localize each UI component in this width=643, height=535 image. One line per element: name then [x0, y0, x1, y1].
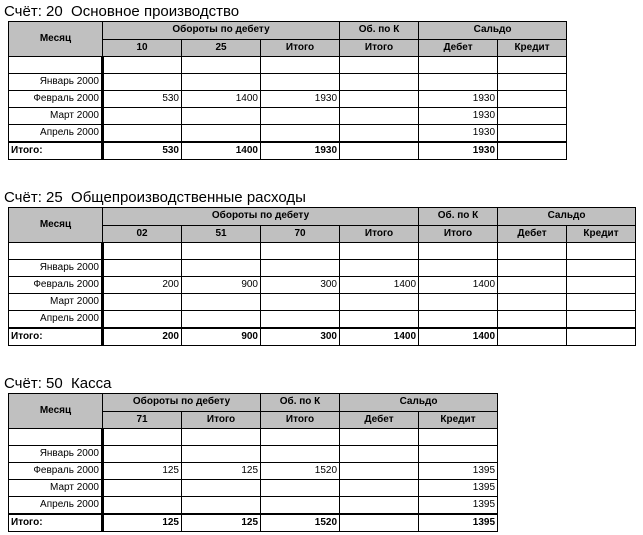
- total-cell: 1930: [261, 142, 340, 160]
- total-cell: 1400: [340, 328, 419, 346]
- column-header: Итого: [340, 39, 419, 57]
- cell: [567, 294, 636, 311]
- total-cell: 300: [261, 328, 340, 346]
- total-cell: [340, 514, 419, 532]
- cell: [103, 311, 182, 329]
- cell: [419, 260, 498, 277]
- cell: [419, 311, 498, 329]
- cell: [340, 311, 419, 329]
- credit-turnover-header: Об. по К: [261, 394, 340, 412]
- table-row: [9, 91, 567, 108]
- cell: 1930: [419, 108, 498, 125]
- total-row: [9, 514, 498, 532]
- cell: [261, 311, 340, 329]
- cell: [261, 125, 340, 143]
- cell: [498, 311, 567, 329]
- cell: [182, 446, 261, 463]
- column-header: Дебет: [419, 39, 498, 57]
- cell: [261, 260, 340, 277]
- credit-turnover-header: Об. по К: [419, 208, 498, 226]
- cell: 1930: [419, 91, 498, 108]
- cell: [340, 74, 419, 91]
- cell: 300: [261, 277, 340, 294]
- column-header: 70: [261, 225, 340, 243]
- cell: [103, 74, 182, 91]
- debit-turnover-header: Обороты по дебету: [103, 394, 261, 412]
- column-header: Итого: [340, 225, 419, 243]
- column-header: Итого: [261, 39, 340, 57]
- month-cell: Март 2000: [9, 294, 103, 311]
- cell: [419, 74, 498, 91]
- cell: [261, 294, 340, 311]
- column-header: Дебет: [498, 225, 567, 243]
- table-row: [9, 446, 498, 463]
- table-row: [9, 294, 636, 311]
- column-header: 10: [103, 39, 182, 57]
- total-cell: 125: [182, 514, 261, 532]
- cell: 1395: [419, 463, 498, 480]
- column-header: 25: [182, 39, 261, 57]
- cell: [340, 497, 419, 515]
- total-cell: 900: [182, 328, 261, 346]
- cell: [567, 260, 636, 277]
- blank-row: [9, 57, 567, 74]
- cell: 1400: [340, 277, 419, 294]
- total-label: Итого:: [9, 328, 103, 346]
- total-row: [9, 328, 636, 346]
- month-header: Месяц: [9, 208, 103, 243]
- month-cell: Март 2000: [9, 480, 103, 497]
- account-25-title: Счёт: 25 Общепроизводственные расходы: [4, 189, 306, 206]
- table-row: [9, 497, 498, 515]
- total-cell: 1520: [261, 514, 340, 532]
- cell: [261, 480, 340, 497]
- cell: [340, 446, 419, 463]
- cell: 1930: [419, 125, 498, 143]
- balance-header: Сальдо: [340, 394, 498, 412]
- cell: [182, 108, 261, 125]
- cell: [261, 108, 340, 125]
- cell: [567, 277, 636, 294]
- column-header: Кредит: [567, 225, 636, 243]
- total-cell: 1930: [419, 142, 498, 160]
- table-row: [9, 260, 636, 277]
- cell: [182, 480, 261, 497]
- cell: [567, 311, 636, 329]
- account-20-table: [8, 21, 567, 160]
- total-cell: [567, 328, 636, 346]
- total-row: [9, 142, 567, 160]
- blank-row: [9, 429, 498, 446]
- cell: [103, 480, 182, 497]
- cell: [103, 446, 182, 463]
- cell: [498, 108, 567, 125]
- total-label: Итого:: [9, 142, 103, 160]
- month-cell: Март 2000: [9, 108, 103, 125]
- total-cell: 125: [103, 514, 182, 532]
- cell: [103, 125, 182, 143]
- cell: [261, 446, 340, 463]
- column-header: Итого: [182, 411, 261, 429]
- table-row: [9, 463, 498, 480]
- table-row: [9, 311, 636, 329]
- month-cell: Январь 2000: [9, 74, 103, 91]
- table-row: [9, 125, 567, 143]
- cell: [340, 294, 419, 311]
- month-cell: Апрель 2000: [9, 311, 103, 329]
- total-cell: [498, 328, 567, 346]
- cell: [498, 125, 567, 143]
- account-50-title: Счёт: 50 Касса: [4, 375, 112, 392]
- cell: [340, 91, 419, 108]
- month-cell: Январь 2000: [9, 260, 103, 277]
- balance-header: Сальдо: [419, 22, 567, 40]
- cell: [103, 497, 182, 515]
- column-header: Кредит: [419, 411, 498, 429]
- cell: 900: [182, 277, 261, 294]
- month-cell: Апрель 2000: [9, 497, 103, 515]
- total-cell: [498, 142, 567, 160]
- total-label: Итого:: [9, 514, 103, 532]
- column-header: 51: [182, 225, 261, 243]
- cell: [261, 497, 340, 515]
- cell: [103, 108, 182, 125]
- account-25-table: [8, 207, 636, 346]
- table-row: [9, 480, 498, 497]
- cell: [182, 260, 261, 277]
- cell: [103, 260, 182, 277]
- month-cell: Февраль 2000: [9, 463, 103, 480]
- table-row: [9, 74, 567, 91]
- cell: [498, 91, 567, 108]
- account-50-table: [8, 393, 498, 532]
- debit-turnover-header: Обороты по дебету: [103, 22, 340, 40]
- cell: 1520: [261, 463, 340, 480]
- cell: [340, 480, 419, 497]
- column-header: Дебет: [340, 411, 419, 429]
- table-row: [9, 108, 567, 125]
- month-cell: Апрель 2000: [9, 125, 103, 143]
- cell: [340, 463, 419, 480]
- cell: [498, 260, 567, 277]
- total-cell: 1400: [182, 142, 261, 160]
- column-header: Итого: [419, 225, 498, 243]
- column-header: 02: [103, 225, 182, 243]
- account-20-title: Счёт: 20 Основное производство: [4, 3, 240, 20]
- cell: [340, 260, 419, 277]
- cell: 125: [103, 463, 182, 480]
- cell: [182, 125, 261, 143]
- total-cell: 530: [103, 142, 182, 160]
- cell: [340, 108, 419, 125]
- cell: [419, 294, 498, 311]
- cell: 1395: [419, 480, 498, 497]
- cell: [419, 446, 498, 463]
- cell: 530: [103, 91, 182, 108]
- cell: [182, 311, 261, 329]
- total-cell: 200: [103, 328, 182, 346]
- month-cell: Февраль 2000: [9, 277, 103, 294]
- cell: [498, 74, 567, 91]
- cell: [182, 497, 261, 515]
- month-header: Месяц: [9, 394, 103, 429]
- balance-header: Сальдо: [498, 208, 636, 226]
- cell: [182, 74, 261, 91]
- debit-turnover-header: Обороты по дебету: [103, 208, 419, 226]
- table-row: [9, 277, 636, 294]
- cell: [498, 294, 567, 311]
- cell: [261, 74, 340, 91]
- month-cell: Январь 2000: [9, 446, 103, 463]
- cell: [498, 277, 567, 294]
- cell: [340, 125, 419, 143]
- column-header: Кредит: [498, 39, 567, 57]
- column-header: Итого: [261, 411, 340, 429]
- total-cell: [340, 142, 419, 160]
- cell: 200: [103, 277, 182, 294]
- cell: [182, 294, 261, 311]
- cell: 1930: [261, 91, 340, 108]
- credit-turnover-header: Об. по К: [340, 22, 419, 40]
- blank-row: [9, 243, 636, 260]
- cell: 1400: [419, 277, 498, 294]
- month-header: Месяц: [9, 22, 103, 57]
- column-header: 71: [103, 411, 182, 429]
- cell: [103, 294, 182, 311]
- cell: 1400: [182, 91, 261, 108]
- total-cell: 1395: [419, 514, 498, 532]
- month-cell: Февраль 2000: [9, 91, 103, 108]
- cell: 1395: [419, 497, 498, 515]
- cell: 125: [182, 463, 261, 480]
- total-cell: 1400: [419, 328, 498, 346]
